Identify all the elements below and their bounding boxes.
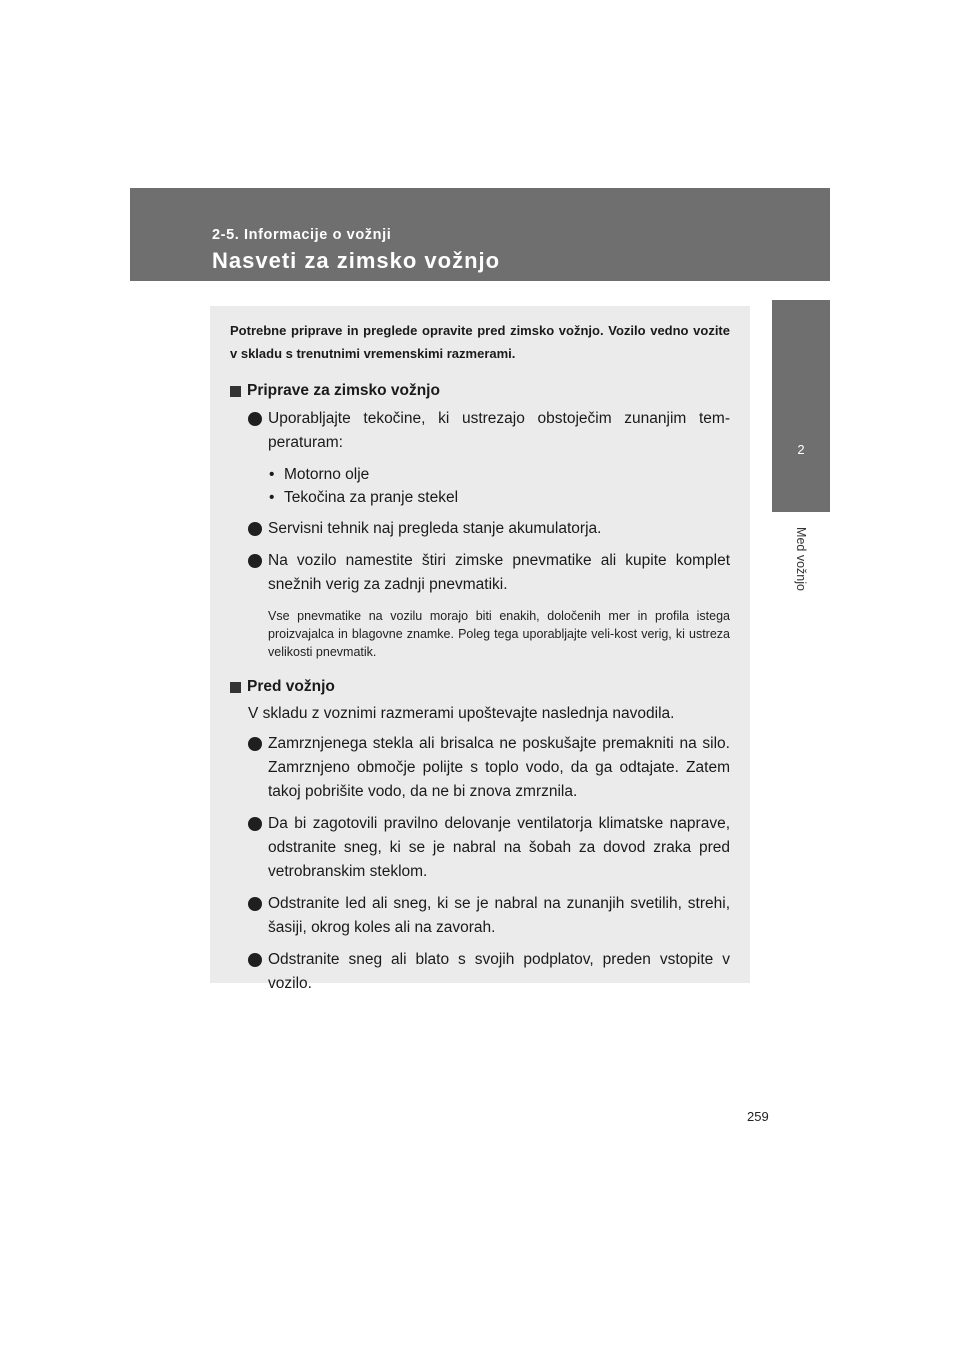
round-bullet-icon	[248, 817, 262, 831]
list-item	[230, 892, 730, 940]
list-item-text: Servisni tehnik naj pregleda stanje akumulatorja.	[268, 520, 602, 537]
chapter-label: Med vožnjo	[794, 527, 808, 591]
square-bullet-icon	[230, 682, 241, 693]
round-bullet-icon	[248, 953, 262, 967]
sub-list-item: • Motorno olje	[230, 463, 730, 486]
list-item	[230, 812, 730, 884]
content-box	[210, 306, 750, 992]
square-bullet-icon	[230, 386, 241, 397]
section-label: 2-5. Informacije o vožnji	[212, 227, 392, 243]
round-bullet-icon	[248, 522, 262, 536]
chapter-number: 2	[797, 442, 805, 457]
sub-list-item: • Tekočina za pranje stekel	[230, 486, 730, 509]
list-item-text: Odstranite led ali sneg, ki se je nabral na zunanjih svetilih, strehi, šasiji, okrog koles ali na zavorah.	[268, 895, 730, 936]
round-bullet-icon	[248, 554, 262, 568]
page-title: Nasveti za zimsko vožnjo	[212, 248, 501, 273]
sub-list	[230, 463, 730, 509]
section-heading	[230, 379, 730, 403]
note-text: Vse pnevmatike na vozilu morajo biti enakih, določenih mer in profila istega proizvajalca in blagovne znamke. Poleg tega uporabljajte veli-kost verig, ki ustreza velikosti pnevmatik.	[268, 609, 730, 659]
list-item-text: Zamrznjenega stekla ali brisalca ne poskušajte premakniti na silo. Zamrznjeno območje polijte s toplo vodo, da ga odtajate. Zatem takoj pobrišite vodo, da ne bi znova zmrznila.	[268, 735, 730, 800]
header-band	[130, 188, 830, 281]
section-lead-text: V skladu z voznimi razmerami upoštevajte naslednja navodila.	[248, 705, 675, 722]
section-heading-text: Pred vožnjo	[247, 678, 335, 695]
round-bullet-icon	[248, 737, 262, 751]
list-item-text: Uporabljajte tekočine, ki ustrezajo obstoječim zunanjim tem-peraturam:	[268, 410, 730, 451]
section-heading-text: Priprave za zimsko vožnjo	[247, 382, 440, 399]
list-item	[230, 732, 730, 804]
chapter-tab	[772, 300, 830, 512]
list-item	[230, 948, 730, 996]
intro-text: Potrebne priprave in preglede opravite pred zimsko vožnjo. Vozilo vedno vozite v skladu s trenutnimi vremenskimi razmerami.	[230, 323, 730, 361]
round-bullet-icon	[248, 412, 262, 426]
list-item-text: Odstranite sneg ali blato s svojih podplatov, preden vstopite v vozilo.	[268, 951, 730, 992]
section-heading	[230, 675, 730, 699]
list-item-text: Na vozilo namestite štiri zimske pnevmatike ali kupite komplet snežnih verig za zadnji pnevmatiki.	[268, 552, 730, 593]
list-item	[230, 407, 730, 455]
section-winter-prep	[230, 379, 730, 661]
page-number: 259	[747, 1109, 769, 1124]
section-before-driving	[230, 675, 730, 996]
list-item	[230, 517, 730, 541]
list-item-text: Da bi zagotovili pravilno delovanje ventilatorja klimatske naprave, odstranite sneg, ki se je nabral na šobah za dovod zraka pred vetrobranskim steklom.	[268, 815, 730, 880]
round-bullet-icon	[248, 897, 262, 911]
list-item	[230, 549, 730, 597]
